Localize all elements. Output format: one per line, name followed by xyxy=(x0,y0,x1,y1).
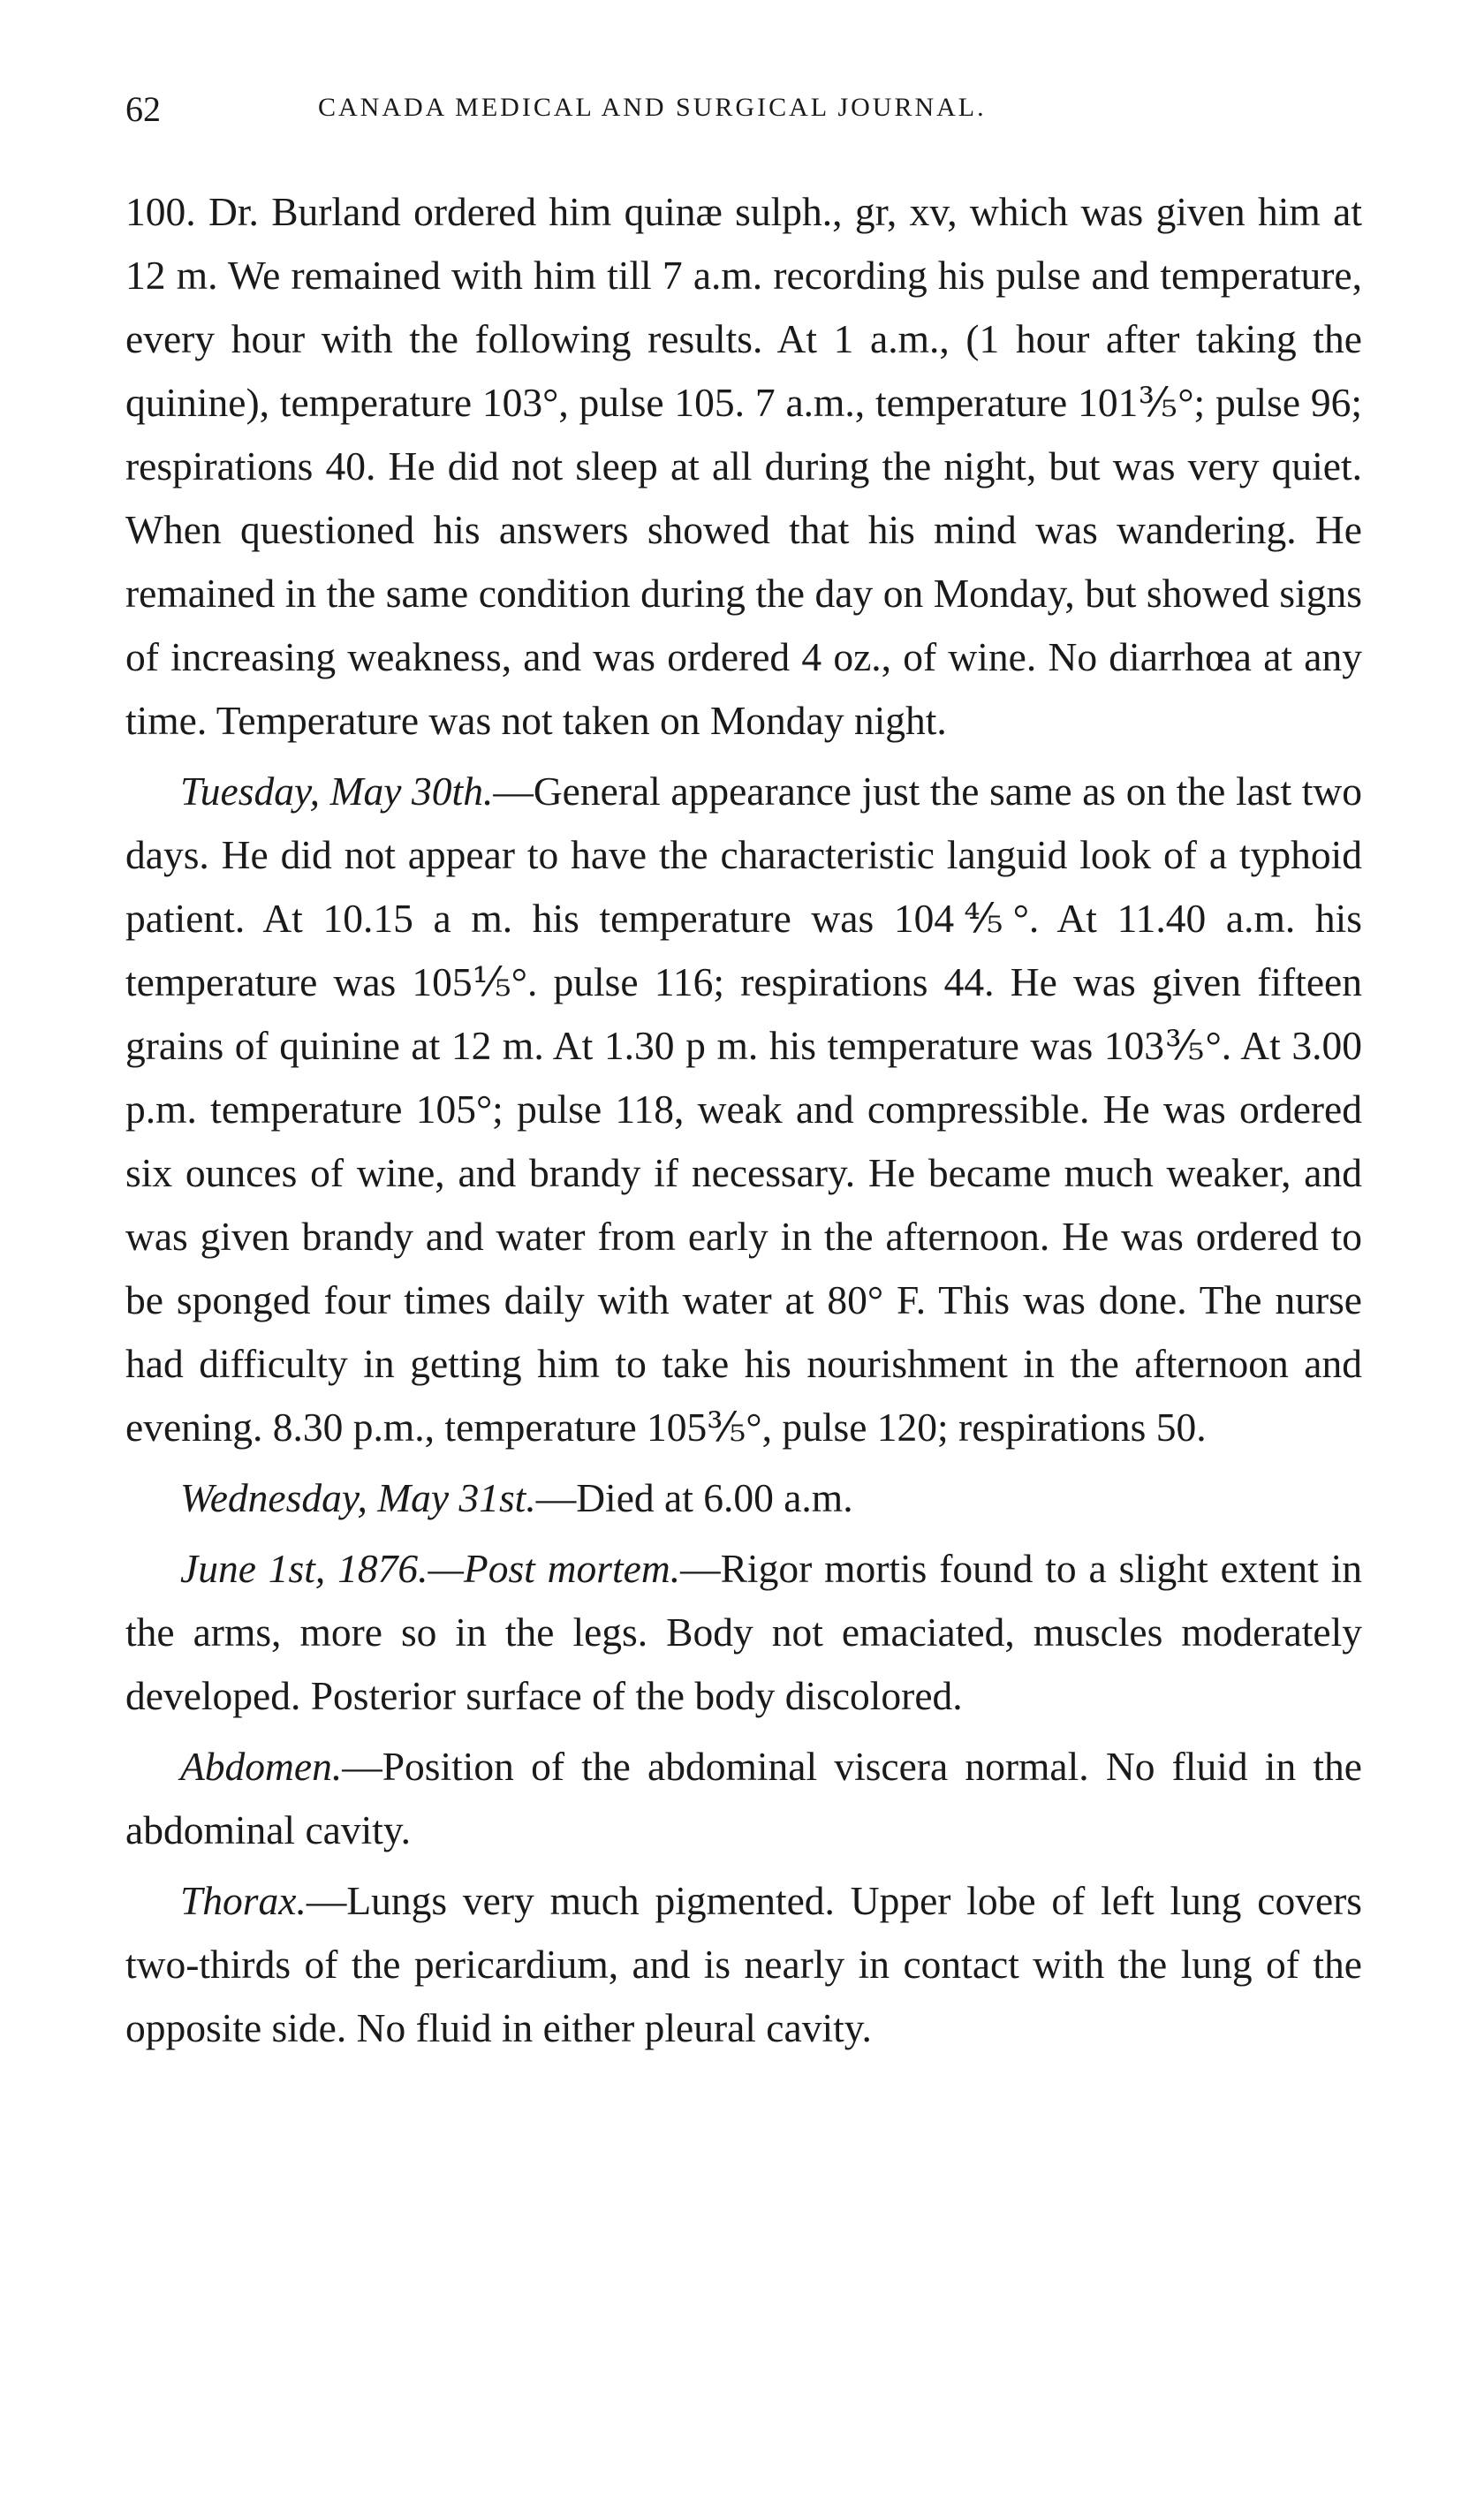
paragraph-tuesday xyxy=(125,760,1362,1459)
paragraph-lead: Wednesday, May 31st. xyxy=(180,1475,536,1520)
paragraph-lead: June 1st, 1876.—Post mortem. xyxy=(180,1546,681,1591)
article-body xyxy=(125,180,1362,2060)
journal-title: CANADA MEDICAL AND SURGICAL JOURNAL. xyxy=(318,93,987,122)
paragraph-thorax xyxy=(125,1869,1362,2060)
page-number: 62 xyxy=(125,89,161,129)
running-head xyxy=(125,88,1362,141)
paragraph-post-mortem xyxy=(125,1537,1362,1728)
paragraph-text: —Rigor mortis found to a slight extent in the arms, more so in the legs. Body not emaciated, muscles moderately developed. Posterior surface of the body discolored. xyxy=(125,1546,1362,1718)
paragraph-continuation xyxy=(125,180,1362,753)
paragraph-lead: Thorax. xyxy=(180,1878,307,1923)
paragraph-text: —General appearance just the same as on the last two days. He did not appear to have the characteristic languid look of a typhoid patient. At 10.15 a m. his temperature was 104⅘°. At 11.40 a.m. his temperature was 105⅕°. pulse 116; respirations 44. He was given fifteen grains of quinine at 12 m. At 1.30 p m. his temperature was 103⅗°. At 3.00 p.m. temperature 105°; pulse 118, weak and compressible. He was ordered six ounces of wine, and brandy if necessary. He became much weaker, and was given brandy and water from early in the afternoon. He was ordered to be sponged four times daily with water at 80° F. This was done. The nurse had difficulty in getting him to take his nourishment in the afternoon and evening. 8.30 p.m., temperature 105⅗°, pulse 120; respirations 50. xyxy=(125,769,1363,1450)
paragraph-text: —Died at 6.00 a.m. xyxy=(535,1475,853,1520)
paragraph-text: 100. Dr. Burland ordered him quinæ sulph., gr, xv, which was given him at 12 m. We remained with him till 7 a.m. recording his pulse and temperature, every hour with the following results. At 1 a.m., (1 hour after taking the quinine), temperature 103°, pulse 105. 7 a.m., temperature 101⅗°; pulse 96; respirations 40. He did not sleep at all during the night, but was very quiet. When questioned his answers showed that his mind was wandering. He remained in the same condition during the day on Monday, but showed signs of increasing weakness, and was ordered 4 oz., of wine. No diarrhœa at any time. Temperature was not taken on Monday night. xyxy=(125,189,1362,743)
journal-page xyxy=(125,88,1362,2060)
paragraph-wednesday xyxy=(125,1466,1362,1530)
paragraph-lead: Tuesday, May 30th. xyxy=(180,769,494,814)
paragraph-abdomen xyxy=(125,1735,1362,1862)
paragraph-lead: Abdomen. xyxy=(180,1744,343,1789)
paragraph-text: —Position of the abdominal viscera normal. No fluid in the abdominal cavity. xyxy=(125,1744,1362,1852)
paragraph-text: —Lungs very much pigmented. Upper lobe of left lung covers two-thirds of the pericardium, and is nearly in contact with the lung of the opposite side. No fluid in either pleural cavity. xyxy=(125,1878,1362,2050)
